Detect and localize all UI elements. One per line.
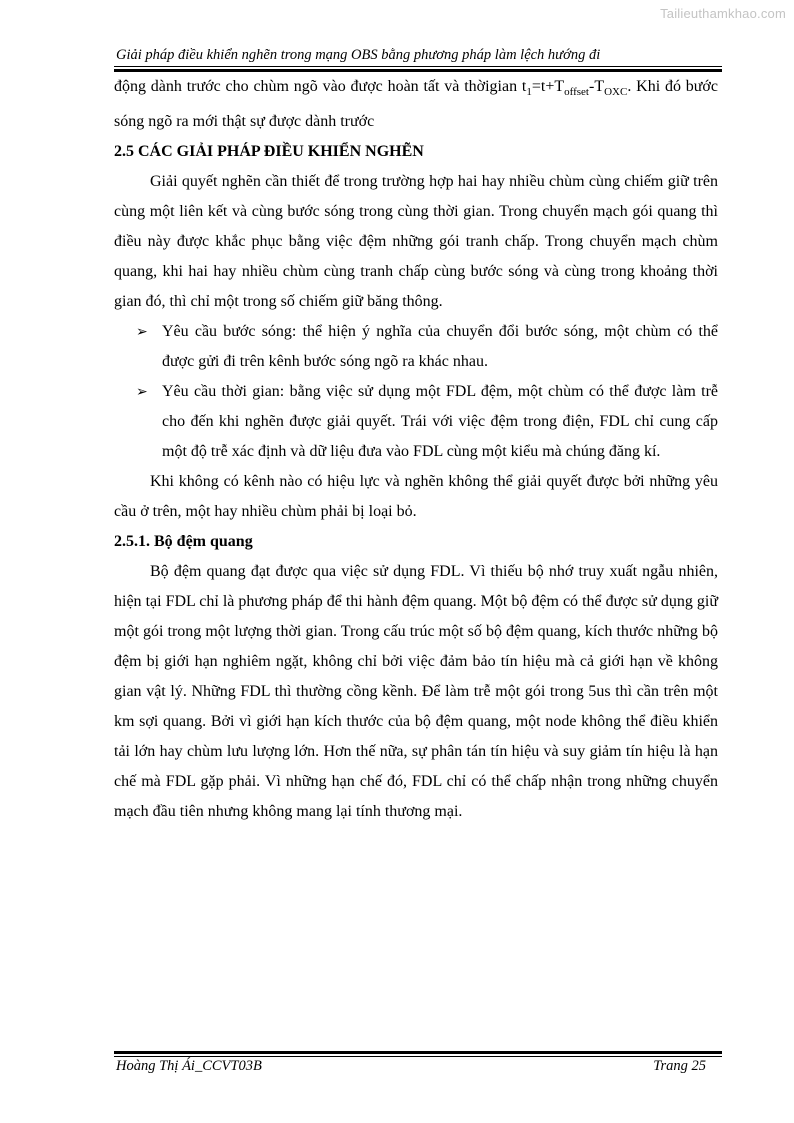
- arrow-bullet-icon: ➢: [136, 324, 148, 341]
- page-body: [114, 72, 718, 827]
- running-header-title: Giải pháp điều khiển nghẽn trong mạng OBS bằng phương pháp làm lệch hướng đi: [116, 47, 601, 63]
- paragraph-intro: Giải quyết nghẽn cần thiết để trong trường hợp hai hay nhiều chùm cùng chiếm giữ trên cùng một liên kết và cùng bước sóng trong cùng thời gian. Trong chuyển mạch gói quang thì điều này được khắc phục bằng việc đệm những gói tranh chấp. Trong chuyển mạch chùm quang, khi hai hay nhiều chùm cùng tranh chấp cùng bước sóng và cùng trong khoảng thời gian đó, thì chỉ một trong số chiếm giữ băng thông.: [114, 173, 718, 311]
- subsection-heading: 2.5.1. Bộ đệm quang: [114, 533, 253, 551]
- bullet-item: ➢ Yêu cầu bước sóng: thể hiện ý nghĩa của chuyển đổi bước sóng, một chùm có thể được gửi đi trên kênh bước sóng ngõ ra khác nhau.: [114, 317, 718, 377]
- footer-page-number: Trang 25: [653, 1058, 706, 1074]
- watermark: Tailieuthamkhao.com: [660, 6, 786, 21]
- bullet-list: [114, 317, 718, 467]
- continued-paragraph: động dành trước cho chùm ngõ vào được hoàn tất và thờigian $t_1=t+T_{offset}-T_{OXC}$. Khi đó bước sóng ngõ ra mới thật sự được dành trước: [114, 78, 718, 131]
- arrow-bullet-icon: ➢: [136, 384, 148, 401]
- footer-rule: [114, 1051, 722, 1057]
- paragraph-optical-buffer: Bộ đệm quang đạt được qua việc sử dụng FDL. Vì thiếu bộ nhớ truy xuất ngẫu nhiên, hiện tại FDL chỉ là phương pháp để thi hành đệm quang. Một bộ đệm có thể được sử dụng giữ một gói trong một lượng thời gian. Trong cấu trúc một số bộ đệm quang, kích thước những bộ đệm bị giới hạn nghiêm ngặt, không chỉ bởi việc đảm bảo tín hiệu mà cả giới hạn về không gian vật lý. Những FDL thì thường cồng kềnh. Để làm trễ một gói trong 5us thì cần trên một km sợi quang. Bởi vì giới hạn kích thước của bộ đệm quang, một node không thể điều khiển tải lớn hay chùm lưu lượng lớn. Hơn thế nữa, sự phân tán tín hiệu và suy giảm tín hiệu là hạn chế mà FDL gặp phải. Vì những hạn chế đó, FDL chỉ có thể chấp nhận trong những chuyển mạch đầu tiên nhưng không mang lại tính thương mại.: [114, 563, 718, 821]
- paragraph-discard: Khi không có kênh nào có hiệu lực và nghẽn không thể giải quyết được bởi những yêu cầu ở trên, một hay nhiều chùm phải bị loại bỏ.: [114, 473, 718, 521]
- section-heading: 2.5 CÁC GIẢI PHÁP ĐIỀU KHIỂN NGHẼN: [114, 143, 424, 161]
- footer-author: Hoàng Thị Ái_CCVT03B: [116, 1058, 262, 1074]
- bullet-item: ➢ Yêu cầu thời gian: bằng việc sử dụng một FDL đệm, một chùm có thể được làm trễ cho đến khi nghẽn được giải quyết. Trái với việc đệm trong điện, FDL chỉ cung cấp một độ trễ xác định và dữ liệu đưa vào FDL cùng một kiểu mà chúng đăng kí.: [114, 377, 718, 467]
